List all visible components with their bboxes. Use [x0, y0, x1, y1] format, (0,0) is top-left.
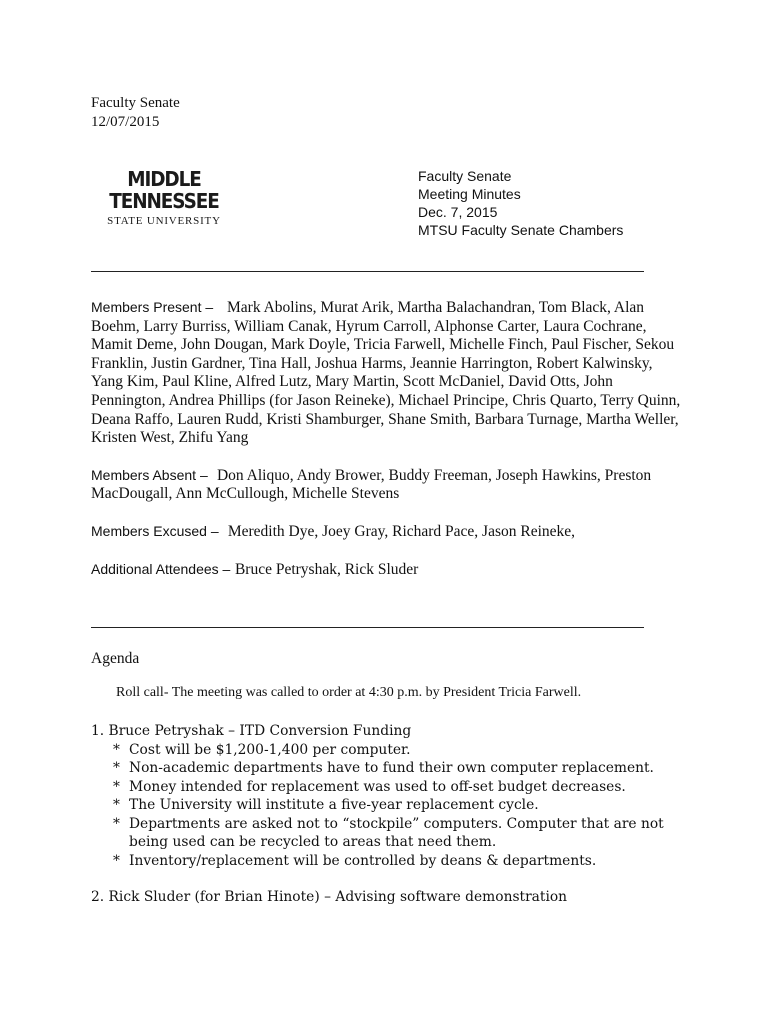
members-excused	[91, 522, 686, 542]
members-excused-label: Members Excused –	[91, 522, 219, 539]
header-org: Faculty Senate	[91, 95, 180, 111]
title-line-4: MTSU Faculty Senate Chambers	[418, 222, 624, 238]
members-excused-list: Meredith Dye, Joey Gray, Richard Pace, Jason Reineke,	[227, 522, 576, 540]
bullet-star: *	[113, 741, 120, 758]
bullet-text: Money intended for replacement was used to off-set budget decreases.	[129, 778, 626, 795]
additional-attendees-list: Bruce Petryshak, Rick Sluder	[234, 560, 419, 578]
list-item	[113, 778, 691, 797]
title-line-2: Meeting Minutes	[418, 186, 521, 202]
bullet-text: The University will institute a five-year replacement cycle.	[129, 797, 539, 813]
bullet-star: *	[113, 852, 120, 869]
list-item	[113, 815, 691, 852]
logo-line-2: TENNESSEE	[109, 189, 219, 213]
agenda-item-1	[91, 722, 691, 870]
agenda-item-bullets	[91, 741, 691, 871]
meeting-title-block	[418, 167, 623, 239]
bullet-text: Cost will be $1,200-1,400 per computer.	[129, 741, 411, 758]
divider-middle	[91, 627, 644, 628]
members-present	[91, 298, 686, 448]
mtsu-logo	[103, 168, 225, 227]
list-item	[113, 741, 691, 760]
bullet-star: *	[113, 797, 120, 813]
bullet-text: Departments are asked not to “stockpile” computers. Computer that are not being used can be recycled to areas that need them.	[129, 815, 664, 850]
document-header	[91, 94, 180, 132]
logo-line-1: MIDDLE	[127, 167, 201, 191]
title-line-1: Faculty Senate	[418, 168, 512, 184]
agenda-heading: Agenda	[91, 650, 140, 667]
header-date: 12/07/2015	[91, 114, 160, 130]
members-present-list: Mark Abolins, Murat Arik, Martha Balachandran, Tom Black, Alan Boehm, Larry Burriss, William Canak, Hyrum Carroll, Alphonse Carter, Laura Cochrane, Mamit Deme, John Dougan, Mark Doyle, Tricia Farwell, Michelle Finch, Paul Fischer, Sekou Franklin, Justin Gardner, Tina Hall, Joshua Harms, Jeannie Harrington, Robert Kalwinsky, Yang Kim, Paul Kline, Alfred Lutz, Mary Martin, Scott McDaniel, David Otts, John Pennington, Andrea Phillips (for Jason Reineke), Michael Principe, Chris Quarto, Terry Quinn, Deana Raffo, Lauren Rudd, Kristi Shamburger, Shane Smith, Barbara Turnage, Martha Weller, Kristen West, Zhifu Yang	[91, 299, 681, 447]
members-absent	[91, 466, 686, 504]
agenda-item-title: 2. Rick Sluder (for Brian Hinote) – Advising software demonstration	[91, 889, 568, 905]
members-present-label: Members Present –	[91, 299, 214, 315]
bullet-star: *	[113, 760, 120, 776]
bullet-text: Non-academic departments have to fund their own computer replacement.	[129, 760, 654, 776]
logo-line-3: STATE UNIVERSITY	[107, 215, 221, 227]
divider-top	[91, 271, 644, 272]
agenda-items	[91, 722, 691, 907]
bullet-star: *	[113, 815, 120, 832]
bullet-star: *	[113, 778, 120, 795]
members-absent-label: Members Absent –	[91, 466, 208, 483]
attendance-section	[91, 298, 686, 597]
additional-attendees-label: Additional Attendees –	[91, 560, 231, 577]
additional-attendees	[91, 560, 686, 580]
list-item	[113, 852, 691, 871]
members-absent-list: Don Aliquo, Andy Brower, Buddy Freeman, Joseph Hawkins, Preston MacDougall, Ann McCullough, Michelle Stevens	[91, 466, 652, 503]
title-line-3: Dec. 7, 2015	[418, 204, 498, 220]
roll-call-text: Roll call- The meeting was called to order at 4:30 p.m. by President Tricia Farwell.	[116, 685, 582, 700]
agenda-item-2	[91, 888, 691, 907]
list-item	[113, 796, 691, 815]
list-item	[113, 759, 691, 778]
bullet-text: Inventory/replacement will be controlled by deans & departments.	[129, 852, 597, 869]
agenda-item-title: 1. Bruce Petryshak – ITD Conversion Funding	[91, 723, 412, 739]
